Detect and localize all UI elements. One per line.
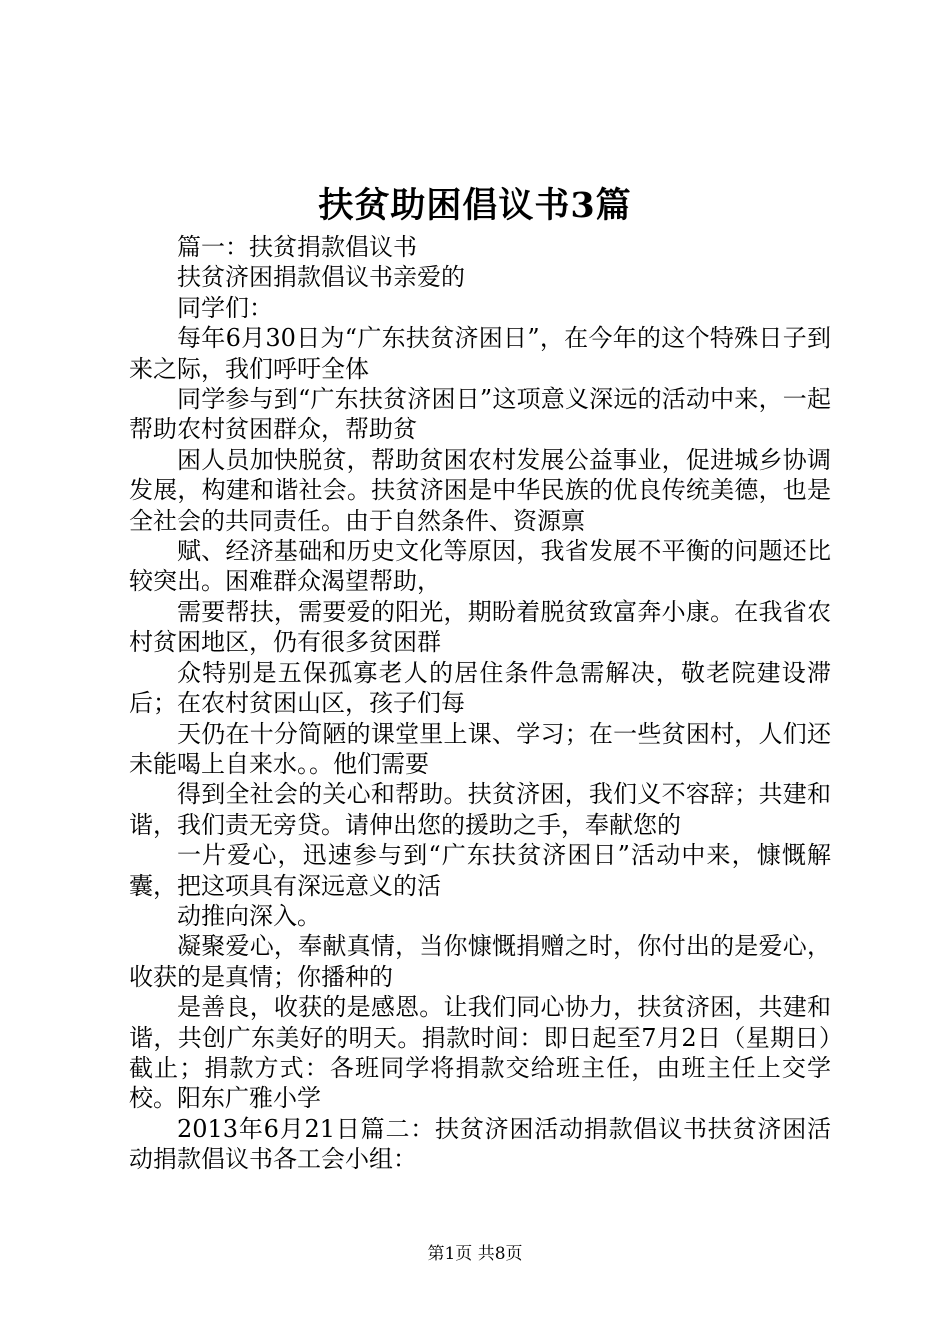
paragraph: 需要帮扶，需要爱的阳光，期盼着脱贫致富奔小康。在我省农村贫困地区，仍有很多贫困群 [129, 597, 831, 657]
paragraph: 一片爱心，迅速参与到“广东扶贫济困日”活动中来，慷慨解囊，把这项具有深远意义的活 [129, 841, 831, 900]
paragraph: 同学参与到“广东扶贫济困日”这项意义深远的活动中来，一起帮助农村贫困群众，帮助贫 [129, 385, 831, 444]
paragraph: 众特别是五保孤寡老人的居住条件急需解决，敬老院建设滞后；在农村贫困山区，孩子们每 [129, 658, 831, 718]
paragraph: 2013年6月21日篇二：扶贫济困活动捐款倡议书扶贫济困活动捐款倡议书各工会小组： [129, 1114, 831, 1174]
paragraph: 得到全社会的关心和帮助。扶贫济困，我们义不容辞；共建和谐，我们责无旁贷。请伸出您的援助之手，奉献您的 [129, 780, 831, 839]
paragraph: 凝聚爱心，奉献真情，当你慷慨捐赠之时，你付出的是爱心，收获的是真情；你播种的 [129, 932, 831, 991]
page-indicator: 第1页 共8页 [427, 1244, 523, 1264]
paragraph: 天仍在十分简陋的课堂里上课、学习；在一些贫困村，人们还未能喝上自来水。。他们需要 [129, 719, 831, 778]
paragraph: 困人员加快脱贫，帮助贫困农村发展公益事业，促进城乡协调发展，构建和谐社会。扶贫济困是中华民族的优良传统美德，也是全社会的共同责任。由于自然条件、资源禀 [129, 445, 831, 535]
document-title: 扶贫助困倡议书3篇 [318, 185, 632, 226]
paragraph: 是善良，收获的是感恩。让我们同心协力，扶贫济困，共建和谐，共创广东美好的明天。捐款时间：即日起至7月2日（星期日）截止；捐款方式：各班同学将捐款交给班主任，由班主任上交学校。阳东广雅小学 [129, 993, 831, 1113]
paragraph: 赋、经济基础和历史文化等原因，我省发展不平衡的问题还比较突出。困难群众渴望帮助， [129, 537, 831, 596]
document-body [129, 232, 831, 1175]
paragraph: 每年6月30日为“广东扶贫济困日”，在今年的这个特殊日子到来之际，我们呼吁全体 [129, 324, 831, 383]
paragraph: 篇一：扶贫捐款倡议书 [177, 233, 417, 261]
paragraph: 扶贫济困捐款倡议书亲爱的 [177, 263, 465, 292]
page-footer [0, 1242, 950, 1266]
paragraph: 同学们： [177, 293, 273, 322]
paragraph: 动推向深入。 [177, 901, 321, 930]
